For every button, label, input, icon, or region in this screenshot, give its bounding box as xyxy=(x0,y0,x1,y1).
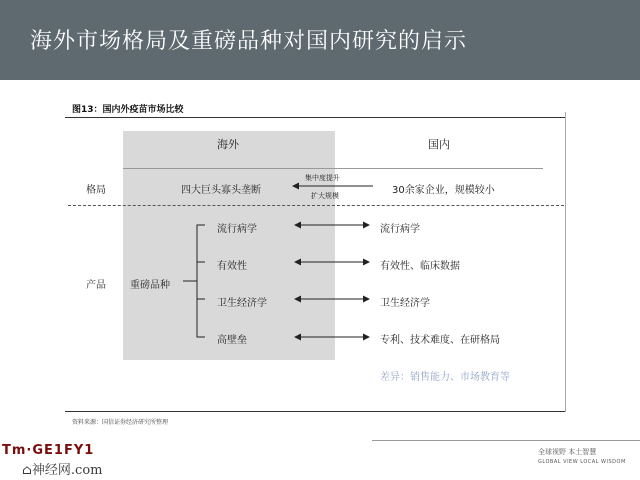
column-header-domestic: 国内 xyxy=(428,138,450,151)
footer-brand-en: GLOBAL VIEW LOCAL WISDOM xyxy=(538,459,626,465)
domestic-pattern: 30余家企业，规模较小 xyxy=(392,185,495,196)
overseas-item: 高壁垒 xyxy=(217,335,247,346)
difference-note: 差异：销售能力、市场教育等 xyxy=(380,372,510,383)
domestic-item: 有效性、临床数据 xyxy=(380,261,460,272)
arrow-label-concentration: 集中度提升 xyxy=(305,174,340,182)
overseas-pattern: 四大巨头寡头垄断 xyxy=(181,185,261,196)
row-label-pattern: 格局 xyxy=(86,185,106,196)
watermark-bottom: ⌂神经网.com xyxy=(22,463,103,478)
footer-brand-cn: 全球视野 本土智慧 xyxy=(538,448,597,456)
overseas-item: 有效性 xyxy=(217,261,247,272)
figure-bottom-rule xyxy=(65,411,565,412)
figure-caption: 图13：国内外疫苗市场比较 xyxy=(72,105,184,115)
overseas-item: 流行病学 xyxy=(217,224,257,235)
figure-source: 资料来源：国信证券经济研究所整理 xyxy=(72,419,169,426)
overseas-item: 卫生经济学 xyxy=(217,298,267,309)
column-header-overseas: 海外 xyxy=(217,138,239,151)
product-bracket xyxy=(183,225,205,337)
domestic-item: 专利、技术难度、在研格局 xyxy=(380,335,500,346)
slide-title: 海外市场格局及重磅品种对国内研究的启示 xyxy=(30,29,468,54)
watermark-top: Tm·GE1FY1 xyxy=(2,443,95,458)
footer-divider xyxy=(372,440,640,441)
domestic-item: 卫生经济学 xyxy=(380,298,430,309)
product-group-label: 重磅品种 xyxy=(130,280,170,291)
arrow-label-scale: 扩大规模 xyxy=(311,192,339,200)
domestic-item: 流行病学 xyxy=(380,224,420,235)
row-label-product: 产品 xyxy=(86,280,106,291)
